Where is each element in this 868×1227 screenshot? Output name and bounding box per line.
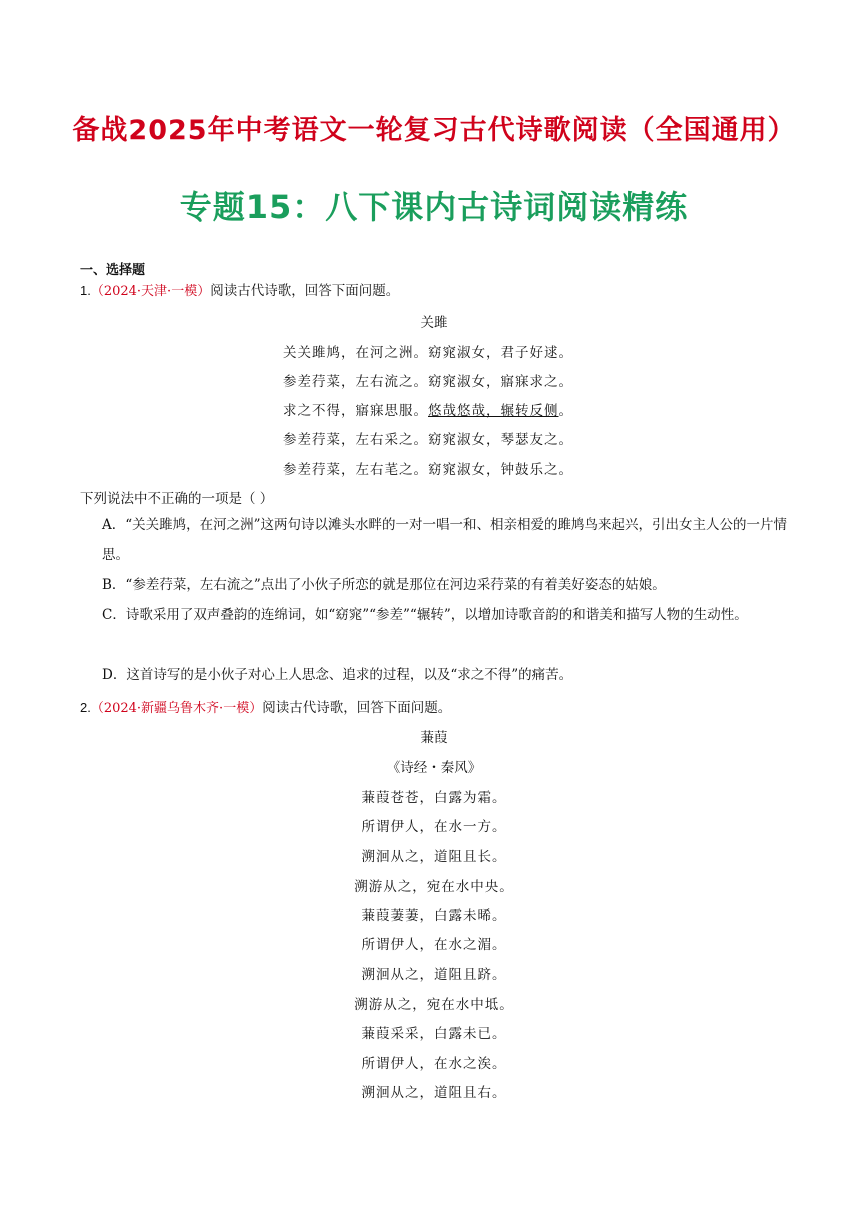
poem-line-text: 求之不得，寤寐思服。 (283, 403, 428, 419)
option-c: C．诗歌采用了双声叠韵的连绵词，如“窈窕”“参差”“辗转”，以增加诗歌音韵的和谐美和描写人物的生动性。 (102, 607, 748, 623)
poem-line: 所谓伊人，在水之涘。 (361, 1056, 507, 1072)
poem-line: 蒹葭苍苍，白露为霜。 (361, 790, 507, 806)
poem-line: 所谓伊人，在水之湄。 (361, 937, 507, 953)
section-heading: 一、选择题 (80, 263, 146, 278)
poem-line: 参差荇菜，左右采之。窈窕淑女，琴瑟友之。 (283, 432, 573, 448)
poem-line: 溯洄从之，道阻且右。 (361, 1085, 507, 1101)
poem-line: 溯游从之，宛在水中央。 (354, 879, 514, 895)
question-2-header (80, 696, 451, 716)
option-a: A．“关关雎鸠，在河之洲”这两句诗以滩头水畔的一对一唱一和、相亲相爱的雎鸠鸟来起兴，引出女主人公的一片情思。 (102, 517, 788, 563)
poem-line: 关关雎鸠，在河之洲。窈窕淑女，君子好逑。 (283, 345, 573, 361)
poem-line: 参差荇菜，左右芼之。窈窕淑女，钟鼓乐之。 (283, 462, 573, 478)
option-d: D．这首诗写的是小伙子对心上人思念、追求的过程，以及“求之不得”的痛苦。 (102, 667, 573, 683)
question-1-header (80, 279, 399, 299)
poem-line: 溯洄从之，道阻且跻。 (361, 967, 507, 983)
poem-line: 蒹葭萋萋，白露未晞。 (361, 908, 507, 924)
question-source: （2024·天津·一模） (90, 284, 211, 299)
question-stem: 下列说法中不正确的一项是（ ） (80, 491, 274, 507)
poem-line: 参差荇菜，左右流之。窈窕淑女，寤寐求之。 (283, 374, 573, 390)
question-prompt: 阅读古代诗歌，回答下面问题。 (210, 283, 400, 299)
poem-title: 关雎 (420, 315, 448, 331)
poem-line: 蒹葭采采，白露未已。 (361, 1026, 507, 1042)
underlined-phrase: 悠哉悠哉，辗转反侧 (428, 403, 559, 419)
poem-line: 溯洄从之，道阻且长。 (361, 849, 507, 865)
question-number: 2. (80, 700, 91, 715)
question-prompt: 阅读古代诗歌，回答下面问题。 (262, 700, 452, 716)
question-source: （2024·新疆乌鲁木齐·一模） (90, 701, 263, 716)
document-title: 备战2025年中考语文一轮复习古代诗歌阅读（全国通用） (72, 115, 796, 146)
poem-line (283, 399, 573, 419)
poem-line: 溯游从之，宛在水中坻。 (354, 997, 514, 1013)
poem-title: 蒹葭 (420, 730, 448, 746)
poem-source: 《诗经・秦风》 (386, 760, 482, 776)
poem-line: 所谓伊人，在水一方。 (361, 819, 507, 835)
document-subtitle: 专题15：八下课内古诗词阅读精练 (179, 188, 689, 226)
option-b: B．“参差荇菜，左右流之”点出了小伙子所恋的就是那位在河边采荇菜的有着美好姿态的姑娘。 (102, 577, 666, 593)
poem-line-end: 。 (558, 403, 573, 419)
question-number: 1. (80, 283, 91, 298)
